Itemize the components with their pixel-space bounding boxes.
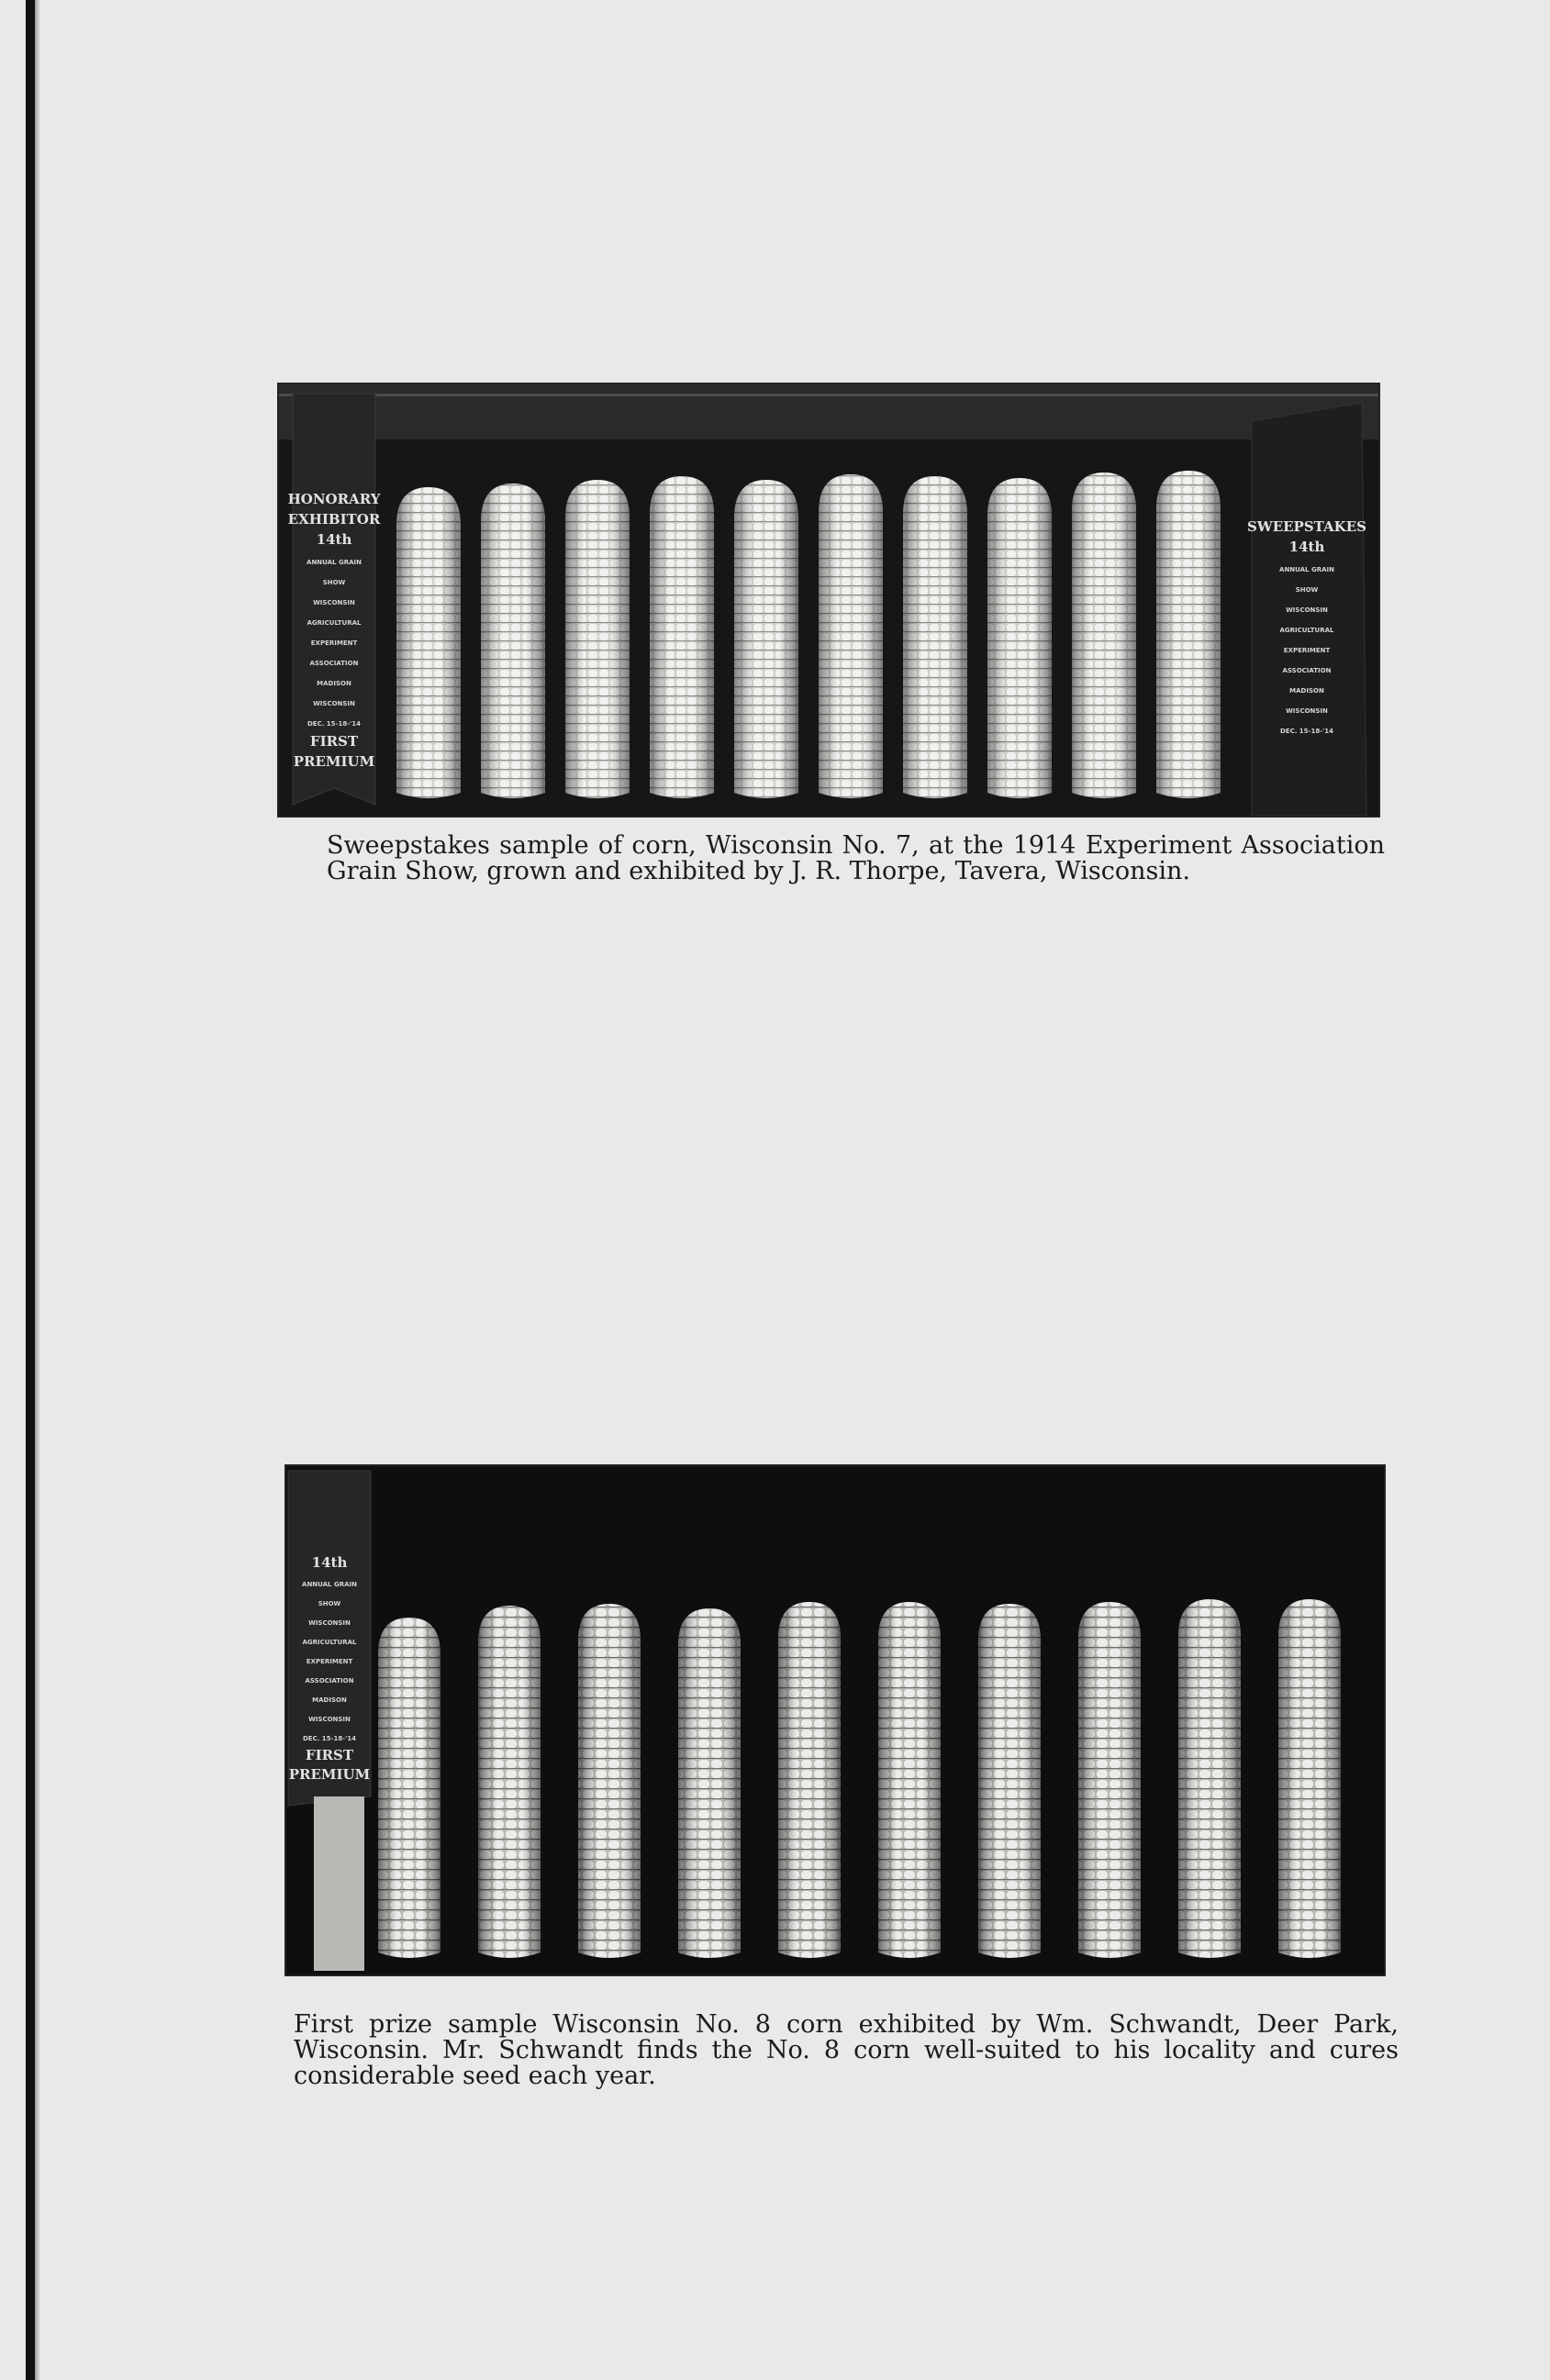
ribbon-line: EXPERIMENT — [310, 639, 358, 647]
ribbon-line: WISCONSIN — [308, 1716, 351, 1723]
ribbon-line: 14th — [311, 1554, 348, 1571]
ribbon-line: WISCONSIN — [1286, 707, 1328, 715]
caption-sweepstakes: Sweepstakes sample of corn, Wisconsin No. 7, at the 1914 Experiment Association Grain Show, grown and exhibited by J. R. Thorpe, Tavera, Wisconsin. — [327, 831, 1385, 885]
ribbon-line: HONORARY — [287, 491, 381, 507]
corn-ear — [478, 1606, 541, 1958]
ribbon-line: ASSOCIATION — [309, 660, 359, 667]
corn-ear — [1278, 1599, 1341, 1958]
corn-ear — [565, 480, 630, 798]
corn-ear — [903, 476, 967, 798]
corn-ear — [778, 1602, 841, 1958]
ribbon-line: SHOW — [318, 1600, 341, 1607]
ribbon-line: 14th — [1288, 539, 1325, 555]
ribbon-line: DEC. 15-18-'14 — [302, 1735, 357, 1742]
ribbon-line: EXPERIMENT — [306, 1658, 353, 1665]
corn-ear — [878, 1602, 941, 1958]
corn-ear — [734, 480, 798, 798]
corn-ear — [987, 478, 1052, 798]
ribbon-line: WISCONSIN — [313, 700, 355, 707]
ribbon-line: SHOW — [322, 579, 346, 586]
ribbon-line: SHOW — [1295, 586, 1319, 594]
photo-first-prize-corn — [284, 1464, 1386, 1976]
ribbon-line: ANNUAL GRAIN — [307, 559, 362, 566]
caption-first-prize: First prize sample Wisconsin No. 8 corn exhibited by Wm. Schwandt, Deer Park, Wisconsin. Mr. Schwandt finds the No. 8 corn well-suited to his locality and cures considerable seed each year. — [294, 2010, 1399, 2090]
ribbon-line: ASSOCIATION — [1282, 667, 1332, 674]
ribbon-line: FIRST — [309, 733, 359, 750]
ribbon-line: FIRST — [305, 1747, 354, 1763]
ribbon-line: 14th — [316, 531, 352, 548]
ribbon-line: ASSOCIATION — [305, 1677, 354, 1685]
corn-ear — [819, 474, 883, 798]
corn-ear — [678, 1608, 741, 1958]
ribbon-line: MADISON — [317, 680, 351, 687]
ribbon-line: ANNUAL GRAIN — [302, 1581, 357, 1588]
ribbon-line: EXPERIMENT — [1283, 647, 1331, 654]
corn-ear — [1072, 473, 1136, 798]
ribbon-line: WISCONSIN — [308, 1619, 351, 1627]
ribbon-line: DEC. 15-18-'14 — [1279, 728, 1334, 735]
ribbon-line: PREMIUM — [293, 753, 375, 770]
corn-ear — [1178, 1599, 1241, 1958]
ribbon-line: AGRICULTURAL — [307, 619, 362, 627]
corn-ear — [481, 484, 545, 798]
ribbon-line: AGRICULTURAL — [302, 1639, 357, 1646]
ribbon-line: AGRICULTURAL — [1279, 627, 1334, 634]
corn-ear — [650, 476, 714, 798]
corn-ear — [1078, 1602, 1141, 1958]
ribbon-line: WISCONSIN — [313, 599, 355, 606]
ribbon-line: WISCONSIN — [1286, 606, 1328, 614]
corn-ear — [396, 487, 461, 798]
corn-ear — [578, 1604, 641, 1958]
ribbon-line: SWEEPSTAKES — [1247, 518, 1366, 535]
ribbon-line: MADISON — [1289, 687, 1324, 695]
photo-sweepstakes-corn — [277, 383, 1380, 817]
ribbon-line: MADISON — [312, 1696, 347, 1704]
corn-ear — [978, 1604, 1041, 1958]
binding-shadow — [35, 0, 40, 2380]
ribbon-line: DEC. 15-18-'14 — [307, 720, 362, 728]
page-binding-edge — [26, 0, 35, 2380]
photo-sweepstakes-corn-image — [279, 384, 1378, 816]
corn-ear — [378, 1618, 440, 1958]
ribbon-line: EXHIBITOR — [287, 511, 381, 528]
ribbon-line: PREMIUM — [288, 1766, 371, 1783]
corn-ear — [1156, 471, 1221, 798]
photo-first-prize-corn-image — [286, 1466, 1384, 1974]
card-stub — [314, 1796, 364, 1971]
ribbon-line: ANNUAL GRAIN — [1279, 566, 1334, 573]
